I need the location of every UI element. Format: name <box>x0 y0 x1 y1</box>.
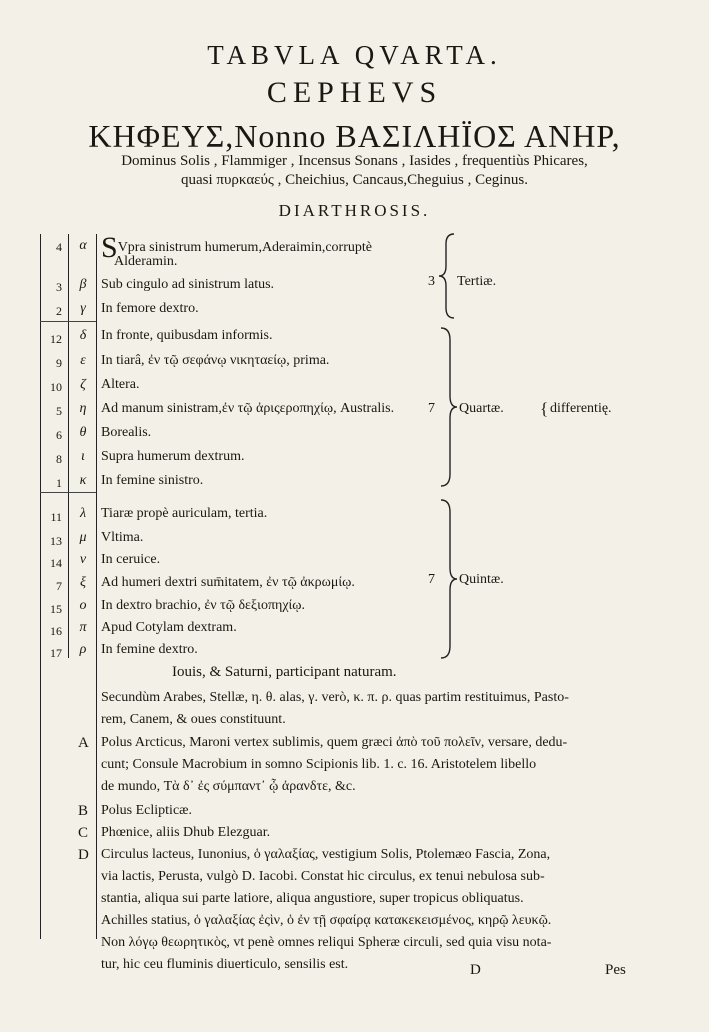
star-number: 12 <box>50 332 62 346</box>
alternate-names-line-1: Dominus Solis , Flammiger , Incensus Sonans , Iasides , frequentiùs Phicares, <box>121 153 588 169</box>
star-letter: γ <box>80 301 86 316</box>
star-number: 16 <box>50 624 62 638</box>
star-letter: ι <box>81 449 85 464</box>
greek-name: ΚΗΦΕΥΣ,Nonno ΒΑΣΙΛΗΪΟΣ ΑΝΗΡ, <box>88 118 621 154</box>
constellation-name: CEPHEVS <box>266 76 443 109</box>
star-description: SVpra sinistrum humerum,Aderaimin,corruptè <box>101 231 372 264</box>
star-description: Sub cingulo ad sinistrum latus. <box>101 277 275 292</box>
star-letter: ζ <box>80 377 86 392</box>
note-letter: A <box>78 735 89 751</box>
group-divider-1 <box>40 321 96 322</box>
star-number: 2 <box>56 304 62 318</box>
note-letter: B <box>78 803 89 819</box>
star-number: 7 <box>56 579 62 593</box>
star-description: In femine sinistro. <box>101 473 204 488</box>
star-number: 4 <box>56 240 62 254</box>
star-description: Altera. <box>101 377 140 392</box>
note-letter: C <box>78 825 89 841</box>
drop-cap: S <box>101 231 118 264</box>
star-description: In dextro brachio, ἐν τῷ δεξιοπηχίῳ. <box>101 598 306 613</box>
note-line: de mundo, Τὰ δ᾽ ἐς σύμπαντ᾽ ᾦ ἀρανδτε, &c. <box>101 779 356 794</box>
note-line: Circulus lacteus, Iunonius, ὁ γαλαξίας, vestigium Solis, Ptolemæo Fascia, Zona, <box>101 847 551 862</box>
note-letter: D <box>78 847 89 863</box>
note-line: tur, hic ceu fluminis diuerticulo, sensilis est. <box>101 957 349 972</box>
star-description: In fronte, quibusdam informis. <box>101 328 273 343</box>
note-line: cunt; Consule Macrobium in somno Scipionis lib. 1. c. 16. Aristotelem libello <box>101 757 537 772</box>
star-letter: ε <box>80 353 86 368</box>
bracket-quartae <box>438 326 458 488</box>
star-letter: μ <box>79 530 87 545</box>
star-number: 9 <box>56 356 62 370</box>
star-description: In tiarâ, ἐν τῷ σεφάνῳ νικηταείῳ, prima. <box>101 353 330 368</box>
star-number: 5 <box>56 404 62 418</box>
star-description: Alderamin. <box>114 254 178 269</box>
section-heading: DIARTHROSIS. <box>278 201 431 220</box>
brace-differentiae: { <box>540 399 549 418</box>
star-description: In femine dextro. <box>101 642 198 657</box>
star-description: Apud Cotylam dextram. <box>101 620 237 635</box>
star-description: Supra humerum dextrum. <box>101 449 245 464</box>
star-letter: π <box>79 620 87 635</box>
star-number: 17 <box>50 646 62 660</box>
note-line: Polus Arcticus, Maroni vertex sublimis, quem græci ἀπὸ τοῦ πολεῖν, versare, dedu- <box>101 735 568 750</box>
star-letter: θ <box>79 425 87 440</box>
group-label-quintae: Quintæ. <box>459 572 504 587</box>
star-letter: α <box>79 238 87 253</box>
group-count-tertiae: 3 <box>428 274 435 289</box>
catchword: Pes <box>605 962 626 978</box>
star-letter: ν <box>79 552 87 567</box>
star-number: 3 <box>56 280 62 294</box>
bracket-tertiae <box>438 232 458 320</box>
star-letter: δ <box>79 328 87 343</box>
star-letter: β <box>79 277 87 292</box>
star-letter: ρ <box>79 642 87 657</box>
star-letter: λ <box>79 506 87 521</box>
star-number: 8 <box>56 452 62 466</box>
star-letter: ξ <box>80 575 86 590</box>
column-rule-number <box>68 234 69 658</box>
nature-statement: Iouis, & Saturni, participant naturam. <box>172 664 397 680</box>
note-line: Achilles statius, ὁ γαλαξίας ἐςὶν, ὁ ἐν τῇ σφαίρᾳ κατακεκεισμένος, κηρῷ λευκῷ. <box>101 913 552 928</box>
group-label-tertiae: Tertiæ. <box>457 274 497 289</box>
note-line: Phœnice, aliis Dhub Elezguar. <box>101 825 271 840</box>
table-title: TABVLA QVARTA. <box>207 40 502 70</box>
star-number: 6 <box>56 428 62 442</box>
column-rule-greek <box>96 234 97 939</box>
group-label-quartae: Quartæ. <box>459 401 504 416</box>
star-description: Tiaræ propè auriculam, tertia. <box>101 506 268 521</box>
star-letter: κ <box>79 473 87 488</box>
star-description: In ceruice. <box>101 552 161 567</box>
note-line: Secundùm Arabes, Stellæ, η. θ. alas, γ. verò, κ. π. ρ. quas partim restituimus, Pasto- <box>101 690 569 705</box>
star-number: 10 <box>50 380 62 394</box>
group-count-quintae: 7 <box>428 572 435 587</box>
alternate-names-line-2: quasi πυρκαεύς , Cheichius, Cancaus,Cheguius , Ceginus. <box>181 172 528 188</box>
star-number: 1 <box>56 476 62 490</box>
star-letter: η <box>79 401 87 416</box>
star-number: 11 <box>50 510 62 524</box>
note-line: Non λόγῳ θεωρητικὸς, vt penè omnes reliqui Spheræ circuli, sed quia visu nota- <box>101 935 552 950</box>
signature-mark: D <box>470 962 481 978</box>
star-description: In femore dextro. <box>101 301 199 316</box>
star-number: 13 <box>50 534 62 548</box>
star-letter: ο <box>79 598 87 613</box>
group-count-quartae: 7 <box>428 401 435 416</box>
note-line: Polus Eclipticæ. <box>101 803 192 818</box>
star-number: 14 <box>50 556 62 570</box>
star-description: Ad manum sinistram,ἐν τῷ ἀριςεροπηχίῳ, Australis. <box>101 401 395 416</box>
star-description: Vltima. <box>101 530 144 545</box>
star-description: Borealis. <box>101 425 152 440</box>
note-line: stantia, aliqua sui parte latiore, aliqua angustiore, super tropicus obliquatus. <box>101 891 524 906</box>
group-divider-2 <box>40 492 96 493</box>
note-line: via lactis, Perusta, vulgò D. Iacobi. Constat hic circulus, ex tenui nebulosa sub- <box>101 869 545 884</box>
differentiae-label: differentię. <box>550 401 612 416</box>
star-description: Ad humeri dextri sum̄itatem, ἐν τῷ ἀκρωμίῳ. <box>101 575 355 590</box>
bracket-quintae <box>438 498 458 660</box>
note-line: rem, Canem, & oues constituunt. <box>101 712 286 727</box>
star-number: 15 <box>50 602 62 616</box>
